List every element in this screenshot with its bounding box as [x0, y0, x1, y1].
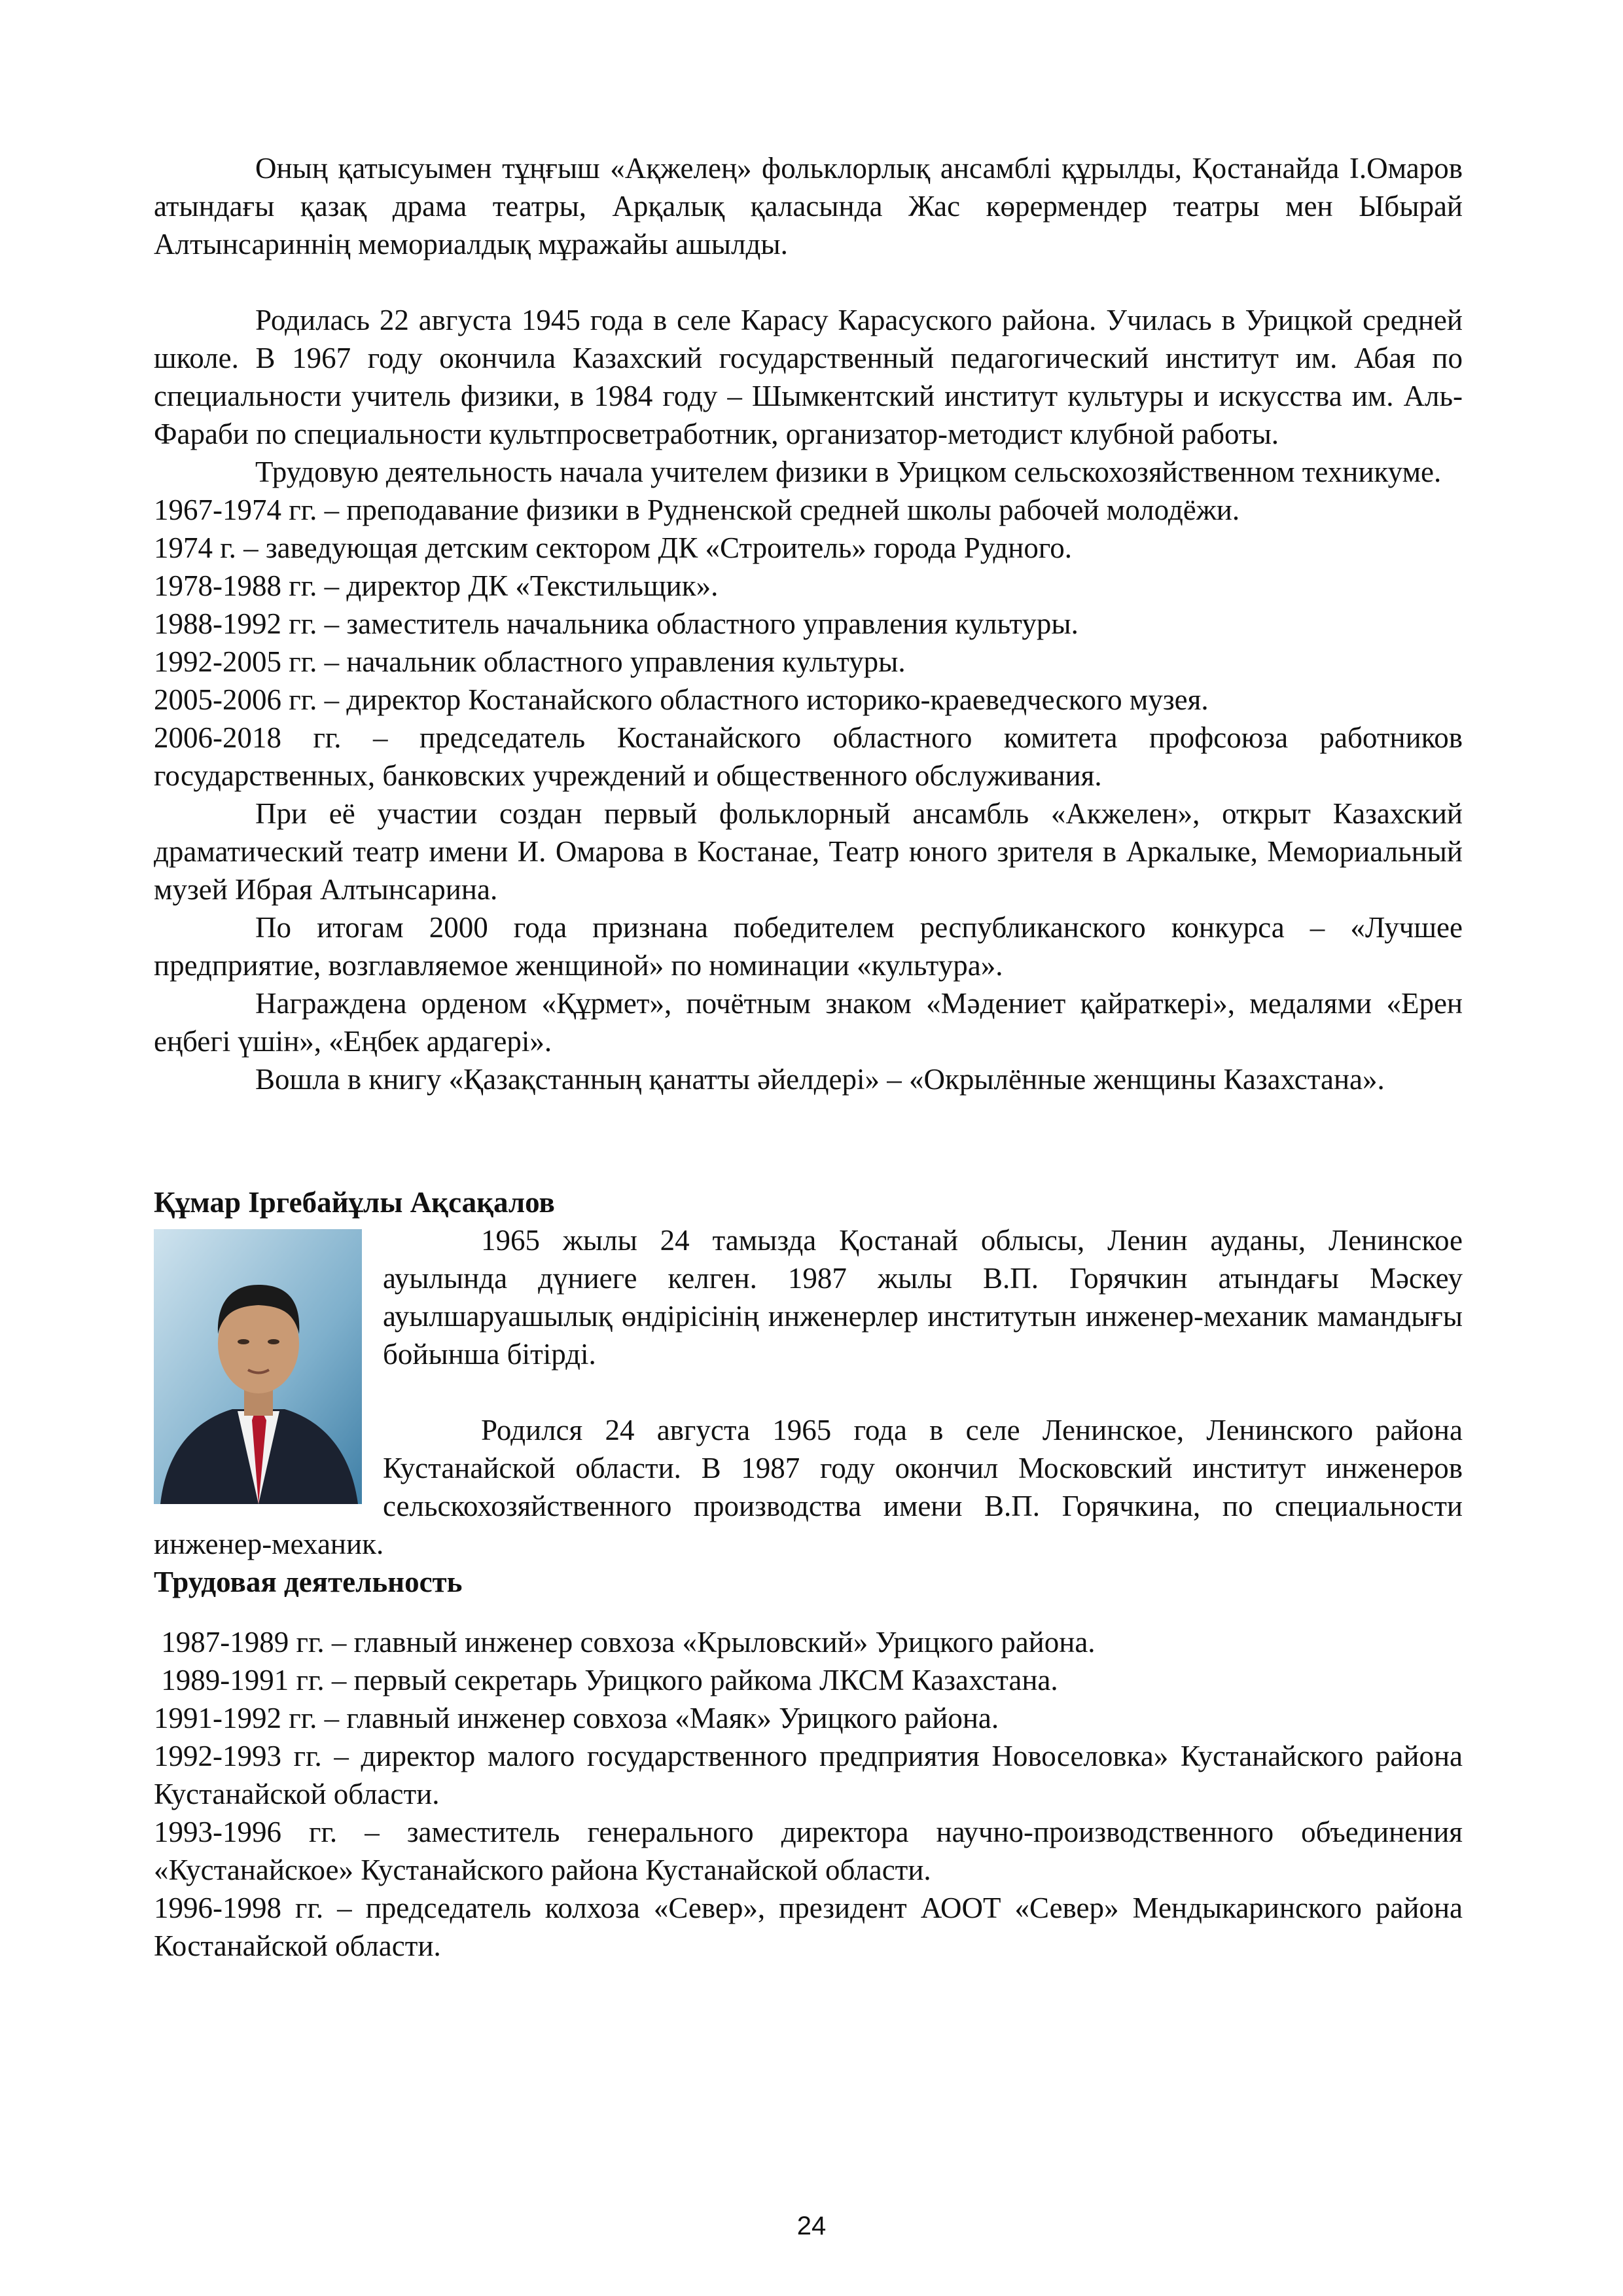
career-item: 1978-1988 гг. – директор ДК «Текстильщик». [154, 569, 719, 602]
portrait-photo [154, 1229, 362, 1504]
russian-bio-paragraph: Родился 24 августа 1965 года в селе Ленинское, Ленинского района Кустанайской области. В 1987 году окончил Московский институт инженеров сельскохозяйственного производства имени В.П. Горячкина, по специальности инженер-механик. [154, 1414, 1463, 1560]
career-item: 1967-1974 гг. – преподавание физики в Рудненской средней школы рабочей молодёжи. [154, 493, 1240, 526]
page-number: 24 [796, 2212, 827, 2240]
career-item: 1992-2005 гг. – начальник областного управления культуры. [154, 645, 906, 678]
achievement-paragraph: По итогам 2000 года признана победителем республиканского конкурса – «Лучшее предприятие, возглавляемое женщиной» по номинации «культура». [154, 911, 1463, 982]
page-content [154, 149, 1463, 1965]
heading-gap [154, 1601, 1463, 1623]
work-start-paragraph: Трудовую деятельность начала учителем физики в Урицком сельскохозяйственном техникуме. [255, 456, 1442, 488]
awards-paragraph: Награждена орденом «Құрмет», почётным знаком «Мәдениет қайраткері», медалями «Ерен еңбегі үшін», «Еңбек ардагері». [154, 987, 1463, 1058]
kazakh-intro-paragraph: Оның қатысуымен тұңғыш «Ақжелең» фольклорлық ансамблі құрылды, Қостанайда І.Омаров атындағы қазақ драма театры, Арқалық қаласында Жас көрермендер театры мен Ыбырай Алтынсариннің мемориалдық мұражайы ашылды. [154, 152, 1463, 260]
career-item: 1992-1993 гг. – директор малого государственного предприятия Новоселовка» Кустанайского района Кустанайской области. [154, 1740, 1463, 1810]
person-name-heading: Құмар Іргебайұлы Ақсақалов [154, 1186, 555, 1219]
career-item: 2006-2018 гг. – председатель Костанайского областного комитета профсоюза работников государственных, банковских учреждений и общественного обслуживания. [154, 721, 1463, 792]
achievement-paragraph: При её участии создан первый фольклорный ансамбль «Акжелен», открыт Казахский драматический театр имени И. Омарова в Костанае, Театр юного зрителя в Аркалыке, Мемориальный музей Ибрая Алтынсарина. [154, 797, 1463, 906]
born-paragraph: Родилась 22 августа 1945 года в селе Карасу Карасуского района. Училась в Урицкой средней школе. В 1967 году окончила Казахский государственный педагогический институт им. Абая по специальности учитель физики, в 1984 году – Шымкентский институт культуры и искусства им. Аль-Фараби по специальности культпросветработник, организатор-методист клубной работы. [154, 304, 1463, 450]
paragraph-gap [154, 263, 1463, 301]
career-item: 1989-1991 гг. – первый секретарь Урицкого райкома ЛКСМ Казахстана. [154, 1664, 1058, 1696]
section-gap [154, 1098, 1463, 1183]
career-item: 1974 г. – заведующая детским сектором ДК «Строитель» города Рудного. [154, 531, 1072, 564]
career-item: 1996-1998 гг. – председатель колхоза «Север», президент АООТ «Север» Мендыкаринского района Костанайской области. [154, 1892, 1463, 1962]
biography-block [154, 1221, 1463, 1563]
career-item: 2005-2006 гг. – директор Костанайского областного историко-краеведческого музея. [154, 683, 1209, 716]
book-paragraph: Вошла в книгу «Қазақстанның қанатты әйелдері» – «Окрылённые женщины Казахстана». [255, 1063, 1385, 1096]
work-heading: Трудовая деятельность [154, 1566, 463, 1598]
career-item: 1993-1996 гг. – заместитель генерального директора научно-производственного объединения «Кустанайское» Кустанайского района Кустанайской области. [154, 1816, 1463, 1886]
career-item: 1988-1992 гг. – заместитель начальника областного управления культуры. [154, 607, 1079, 640]
career-item: 1987-1989 гг. – главный инженер совхоза «Крыловский» Урицкого района. [154, 1626, 1096, 1659]
kazakh-bio-paragraph: 1965 жылы 24 тамызда Қостанай облысы, Ленин ауданы, Ленинское ауылында дүниеге келген. 1987 жылы В.П. Горячкин атындағы Мәскеу ауылшаруашылық өндірісінің инженерлер институтын инженер-механик мамандығы бойынша бітірді. [383, 1224, 1463, 1371]
portrait-image [154, 1229, 362, 1504]
career-item: 1991-1992 гг. – главный инженер совхоза «Маяк» Урицкого района. [154, 1702, 999, 1734]
